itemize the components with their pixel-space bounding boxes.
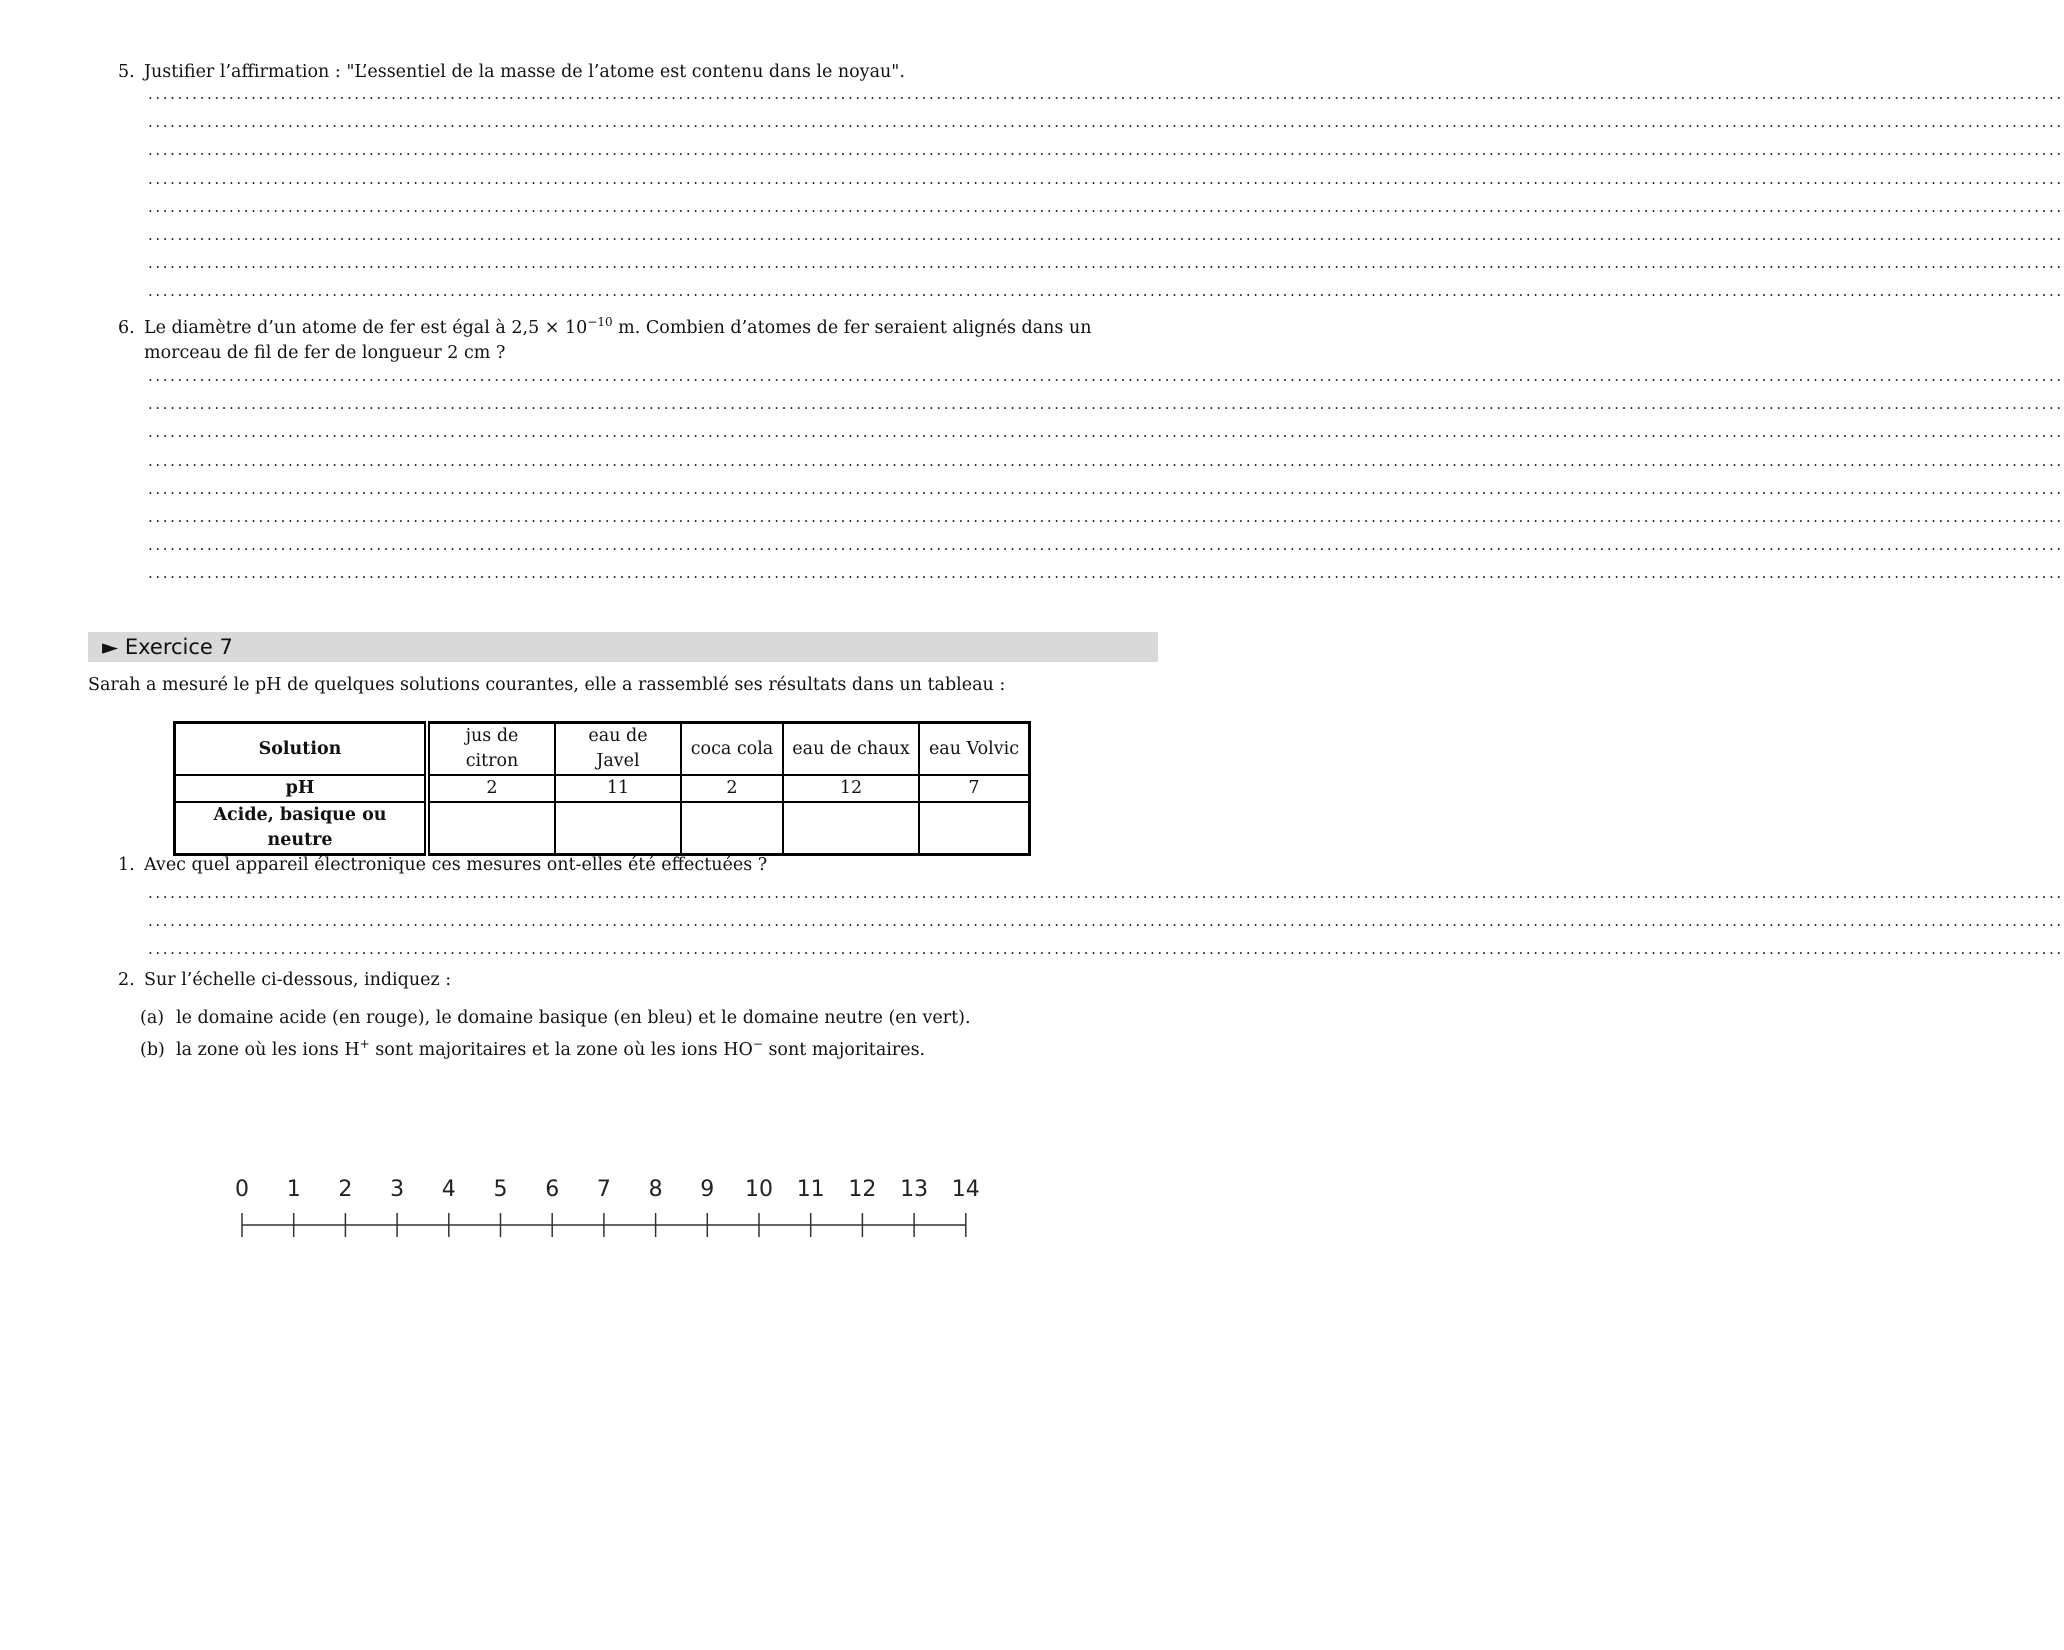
scale-label: 7: [596, 1177, 611, 1202]
sub-question-text: le domaine acide (en rouge), le domaine basique (en bleu) et le domaine neutre (en vert).: [176, 1008, 971, 1028]
answer-line[interactable]: ....................................................................................................................................................................................................................................................................: [148, 197, 2064, 216]
answer-line[interactable]: ....................................................................................................................................................................................................................................................................: [148, 367, 2064, 385]
ph-cell: 11: [555, 775, 681, 802]
answer-line[interactable]: ....................................................................................................................................................................................................................................................................: [148, 423, 2064, 442]
table-row: [175, 723, 1030, 776]
ph-cell: 7: [919, 775, 1030, 802]
scale-label: 0: [235, 1177, 249, 1202]
question-text: Avec quel appareil électronique ces mesures ont-elles été effectuées ?: [144, 855, 768, 875]
answer-line[interactable]: ....................................................................................................................................................................................................................................................................: [148, 226, 2064, 244]
scale-label: 8: [648, 1177, 663, 1202]
ph-scale[interactable]: [220, 1170, 1020, 1250]
solution-cell: eau Volvic: [919, 723, 1030, 776]
text-part: sont majoritaires et la zone où les ions HO: [369, 1040, 753, 1060]
text-part: sont majoritaires.: [762, 1040, 926, 1060]
exponent: −10: [587, 315, 613, 330]
solution-cell: jus de citron: [427, 723, 555, 776]
answer-line[interactable]: ....................................................................................................................................................................................................................................................................: [148, 912, 2064, 931]
question-number: 1.: [118, 855, 135, 875]
scale-label: 14: [951, 1177, 980, 1202]
question-number: 6.: [118, 318, 135, 338]
answer-line[interactable]: ....................................................................................................................................................................................................................................................................: [148, 282, 2064, 301]
text-part: la zone où les ions H: [176, 1040, 360, 1060]
sub-question-label: (a): [140, 1008, 165, 1028]
row-label: Acide, basique ou neutre: [175, 802, 428, 855]
answer-line[interactable]: ....................................................................................................................................................................................................................................................................: [148, 85, 2064, 103]
answer-line[interactable]: ....................................................................................................................................................................................................................................................................: [148, 141, 2064, 160]
scale-label: 12: [848, 1177, 877, 1202]
answer-cell[interactable]: [783, 802, 919, 855]
solution-cell: eau de chaux: [783, 723, 919, 776]
sub-question-label: (b): [140, 1040, 165, 1060]
question-number: 5.: [118, 62, 135, 82]
question-text-part: m. Combien d’atomes de fer seraient alignés dans un morceau de fil de fer de longueur 2 cm ?: [144, 318, 1092, 363]
scale-label: 4: [441, 1177, 456, 1202]
answer-line[interactable]: ....................................................................................................................................................................................................................................................................: [148, 479, 2064, 498]
exercise-intro: Sarah a mesuré le pH de quelques solutions courantes, elle a rassemblé ses résultats dans un tableau :: [88, 675, 1006, 695]
answer-line[interactable]: ....................................................................................................................................................................................................................................................................: [148, 395, 2064, 414]
exercise-title: [102, 633, 233, 661]
superscript: +: [359, 1037, 370, 1052]
answer-cell[interactable]: [919, 802, 1030, 855]
scale-label: 13: [900, 1177, 929, 1202]
answer-line[interactable]: ....................................................................................................................................................................................................................................................................: [148, 508, 2064, 526]
scale-label: 9: [700, 1177, 715, 1202]
row-label: pH: [175, 775, 428, 802]
solution-cell: eau de Javel: [555, 723, 681, 776]
table-row: [175, 802, 1030, 855]
scale-label: 2: [338, 1177, 353, 1202]
ph-cell: 2: [681, 775, 783, 802]
ph-cell: 2: [427, 775, 555, 802]
question-text: [144, 316, 1148, 366]
scale-label: 11: [796, 1177, 825, 1202]
scale-label: 3: [390, 1177, 405, 1202]
answer-line[interactable]: ....................................................................................................................................................................................................................................................................: [148, 254, 2064, 273]
scale-label: 10: [745, 1177, 773, 1202]
scale-label: 5: [493, 1177, 508, 1202]
question-text-part: Le diamètre d’un atome de fer est égal à 2,5 × 10: [144, 318, 588, 338]
scale-label: 6: [545, 1177, 560, 1202]
ph-table: [173, 721, 1031, 856]
superscript: −: [752, 1037, 763, 1052]
answer-cell[interactable]: [681, 802, 783, 855]
answer-line[interactable]: ....................................................................................................................................................................................................................................................................: [148, 940, 2064, 959]
answer-line[interactable]: ....................................................................................................................................................................................................................................................................: [148, 169, 2064, 188]
scale-label: 1: [286, 1177, 301, 1202]
question-number: 2.: [118, 970, 135, 990]
question-text: Sur l’échelle ci-dessous, indiquez :: [144, 970, 452, 990]
sub-question-text: [176, 1038, 925, 1063]
arrow-icon: ►: [102, 635, 119, 659]
solution-cell: coca cola: [681, 723, 783, 776]
table-row: [175, 775, 1030, 802]
answer-line[interactable]: ....................................................................................................................................................................................................................................................................: [148, 884, 2064, 902]
row-label: Solution: [175, 723, 428, 776]
question-text: Justifier l’affirmation : "L’essentiel de la masse de l’atome est contenu dans le noyau".: [144, 62, 905, 82]
answer-line[interactable]: ....................................................................................................................................................................................................................................................................: [148, 113, 2064, 132]
exercise-header: [88, 632, 1158, 662]
answer-line[interactable]: ....................................................................................................................................................................................................................................................................: [148, 451, 2064, 470]
answer-line[interactable]: ....................................................................................................................................................................................................................................................................: [148, 564, 2064, 583]
answer-line[interactable]: ....................................................................................................................................................................................................................................................................: [148, 536, 2064, 555]
ph-cell: 12: [783, 775, 919, 802]
answer-cell[interactable]: [427, 802, 555, 855]
answer-cell[interactable]: [555, 802, 681, 855]
exercise-title-text: Exercice 7: [124, 635, 233, 659]
